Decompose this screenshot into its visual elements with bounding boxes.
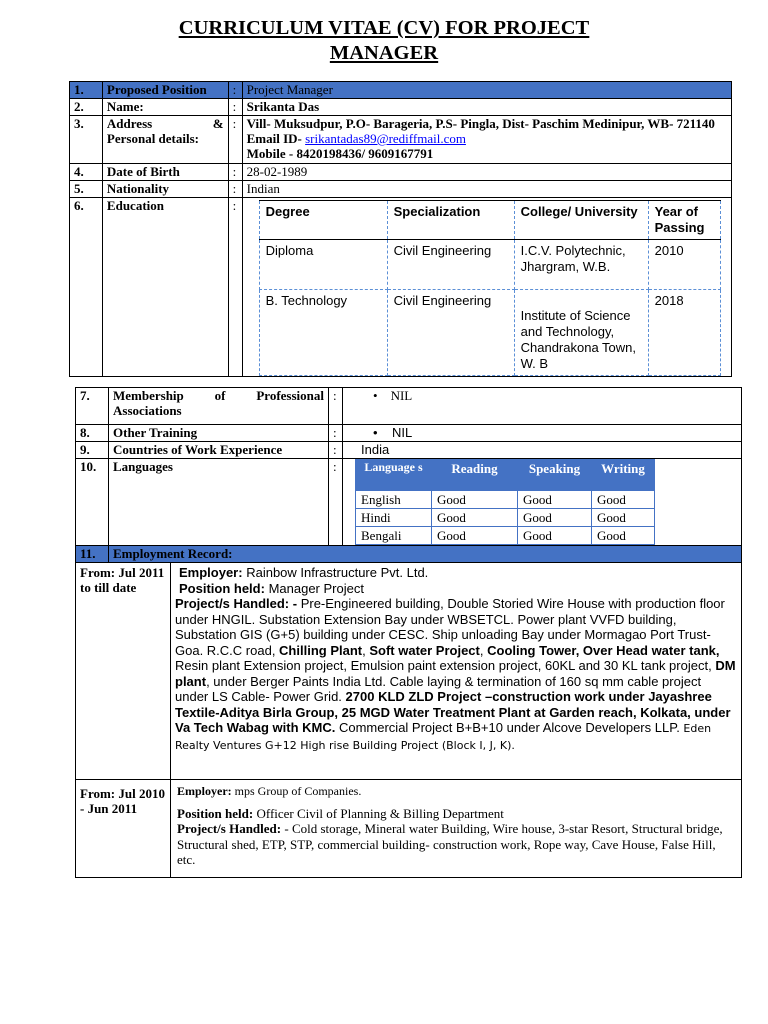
college: Institute of Science and Technology, Chandrakona Town, W. B: [514, 290, 648, 376]
row-label: Date of Birth: [102, 164, 228, 181]
job-details: [171, 563, 742, 780]
amp: &: [212, 116, 224, 131]
row-label: [102, 116, 228, 164]
projects-part: ,: [479, 642, 488, 658]
reading: Good: [432, 509, 518, 527]
col-college: College/ University: [514, 201, 648, 240]
languages-table: [355, 459, 655, 545]
name-value: Srikanta Das: [242, 99, 731, 116]
projects-part: Commercial Project B+B+10 under Alcove Developers LLP.: [335, 720, 684, 735]
row-languages: [76, 459, 742, 546]
colon: :: [228, 116, 242, 164]
col-degree: Degree: [259, 201, 387, 240]
position-label: Position held:: [179, 580, 265, 596]
row-label: Membership of Professional Associations: [109, 388, 329, 425]
language: Bengali: [356, 527, 432, 545]
row-label: Other Training: [109, 425, 329, 442]
experience-table: [75, 387, 742, 878]
education-header: [259, 201, 720, 240]
address-label: Address: [106, 116, 153, 131]
dob-value: 28-02-1989: [242, 164, 731, 181]
personal-details-table: [69, 81, 732, 377]
employer-value: mps Group of Companies.: [234, 784, 362, 798]
page-title: [0, 16, 768, 66]
speaking: Good: [518, 491, 592, 509]
title-line-2: MANAGER: [329, 42, 439, 64]
language-row: [356, 509, 655, 527]
employer-label: Employer:: [177, 784, 232, 798]
row-number: 6.: [70, 198, 103, 377]
projects-bold: 2700 KLD ZLD Project –construction work under Jayashree Textile-Aditya Birla Group, 25 MGD Water Treatment Plant at Garden reach, Kolkata, under Va Tech Wabag with KMC.: [175, 689, 731, 735]
reading: Good: [432, 491, 518, 509]
row-label: Education: [102, 198, 228, 377]
col-year: Year of Passing: [648, 201, 720, 240]
projects-text: [175, 821, 737, 868]
languages-header: [356, 460, 655, 491]
position-label: Position held:: [177, 805, 254, 821]
job-period: From: Jul 2011 to till date: [76, 563, 171, 780]
nationality-value: Indian: [242, 181, 731, 198]
specialization: Civil Engineering: [387, 240, 514, 290]
degree: B. Technology: [259, 290, 387, 376]
col-writing: Writing: [592, 460, 655, 491]
training-text: NIL: [392, 425, 413, 440]
year: 2010: [648, 240, 720, 290]
col-languages: Language s: [356, 460, 432, 491]
language: English: [356, 491, 432, 509]
col-reading: Reading: [432, 460, 518, 491]
projects-part: - Cold storage, Mineral water Building, Wire house, 3-star Resort, Structural bridge, Structural shed, ETP, STP, commercial building- construction work, Rope way, Cave House, False Hill, etc.: [177, 821, 723, 867]
row-number: 9.: [76, 442, 109, 459]
job-row: [76, 780, 742, 878]
language-row: [356, 527, 655, 545]
speaking: Good: [518, 509, 592, 527]
col-speaking: Speaking: [518, 460, 592, 491]
colon: :: [329, 459, 343, 546]
personal-details-label: Personal details:: [106, 131, 199, 146]
colon: :: [228, 82, 242, 99]
countries-value: India: [343, 442, 742, 459]
position-value: Officer Civil of Planning & Billing Department: [256, 805, 504, 821]
projects-part: , under Berger Paints India Ltd. Cable laying & termination of 160 sq mm cable project under LS Cable- Power Grid.: [175, 673, 702, 704]
colon: :: [228, 198, 242, 377]
college: I.C.V. Polytechnic, Jhargram, W.B.: [514, 240, 648, 290]
row-label: Proposed Position: [102, 82, 228, 99]
row-label: Nationality: [102, 181, 228, 198]
specialization: Civil Engineering: [387, 290, 514, 376]
row-number: 11.: [76, 546, 109, 563]
row-training: [76, 425, 742, 442]
email-link[interactable]: srikantadas89@rediffmail.com: [305, 131, 466, 146]
projects-bold: Soft water Project: [369, 642, 480, 658]
projects-bold: Cooling Tower, Over Head water tank,: [487, 642, 720, 658]
training-value: [343, 425, 742, 442]
job-row: [76, 563, 742, 780]
colon: :: [228, 164, 242, 181]
writing: Good: [592, 527, 655, 545]
education-table: [259, 200, 721, 376]
position-value: Manager Project: [268, 580, 364, 596]
row-number: 7.: [76, 388, 109, 425]
membership-value: [343, 388, 742, 425]
projects-bold: Chilling Plant: [279, 642, 363, 658]
row-membership: [76, 388, 742, 425]
row-label: Name:: [102, 99, 228, 116]
projects-text: [175, 596, 737, 753]
projects-part: ,: [362, 642, 370, 658]
projects-part: Pre-Engineered building, Double Storied Wire House with production floor under HNGIL. Substation Extension Bay under WBSETCL. Power plant VVFD building, Substation GIS (G+5) building under CESC. Ship unloading Bay under Mormagao Port Trust-Goa. R.C.C road,: [175, 596, 725, 658]
row-address: [70, 116, 732, 164]
colon: :: [329, 388, 343, 425]
row-countries: [76, 442, 742, 459]
projects-label: Project/s Handled: -: [175, 596, 298, 611]
colon: :: [329, 442, 343, 459]
row-number: 3.: [70, 116, 103, 164]
proposed-position-value: Project Manager: [242, 82, 731, 99]
colon: :: [329, 425, 343, 442]
year: 2018: [648, 290, 720, 376]
bullet: •: [373, 425, 392, 440]
colon: :: [228, 181, 242, 198]
row-number: 8.: [76, 425, 109, 442]
degree: Diploma: [259, 240, 387, 290]
title-line-1: CURRICULUM VITAE (CV) FOR PROJECT: [178, 17, 590, 39]
row-number: 2.: [70, 99, 103, 116]
job-details: [171, 780, 742, 878]
row-label: Languages: [109, 459, 329, 546]
row-dob: [70, 164, 732, 181]
projects-part: Resin plant Extension project, Emulsion paint extension project, 60KL and 30 KL tank project,: [175, 658, 716, 673]
education-row: [259, 290, 720, 376]
job-period: From: Jul 2010 - Jun 2011: [76, 780, 171, 878]
mobile-text: Mobile - 8420198436/ 9609167791: [246, 146, 434, 161]
row-number: 4.: [70, 164, 103, 181]
colon: :: [228, 99, 242, 116]
language: Hindi: [356, 509, 432, 527]
row-name: [70, 99, 732, 116]
membership-text: NIL: [390, 388, 413, 403]
projects-part: Eden Realty Ventures G+12 High rise Building Project (Block I, J, K).: [175, 722, 712, 752]
projects-bold: DM plant: [175, 658, 736, 689]
bullet: •: [373, 388, 391, 403]
address-text: Vill- Muksudpur, P.O- Barageria, P.S- Pingla, Dist- Paschim Medinipur, WB- 721140 Email ID-: [246, 116, 715, 146]
row-education: [70, 198, 732, 377]
row-label: Countries of Work Experience: [109, 442, 329, 459]
projects-label: Project/s Handled:: [177, 821, 282, 836]
employer-label: Employer:: [179, 565, 243, 580]
row-number: 5.: [70, 181, 103, 198]
col-specialization: Specialization: [387, 201, 514, 240]
writing: Good: [592, 491, 655, 509]
address-value: [242, 116, 731, 164]
language-row: [356, 491, 655, 509]
row-number: 1.: [70, 82, 103, 99]
row-nationality: [70, 181, 732, 198]
speaking: Good: [518, 527, 592, 545]
employment-record-header: [76, 546, 742, 563]
row-number: 10.: [76, 459, 109, 546]
reading: Good: [432, 527, 518, 545]
employer-value: Rainbow Infrastructure Pvt. Ltd.: [246, 565, 429, 580]
education-row: [259, 240, 720, 290]
writing: Good: [592, 509, 655, 527]
row-proposed-position: [70, 82, 732, 99]
row-label: Employment Record:: [109, 546, 742, 563]
